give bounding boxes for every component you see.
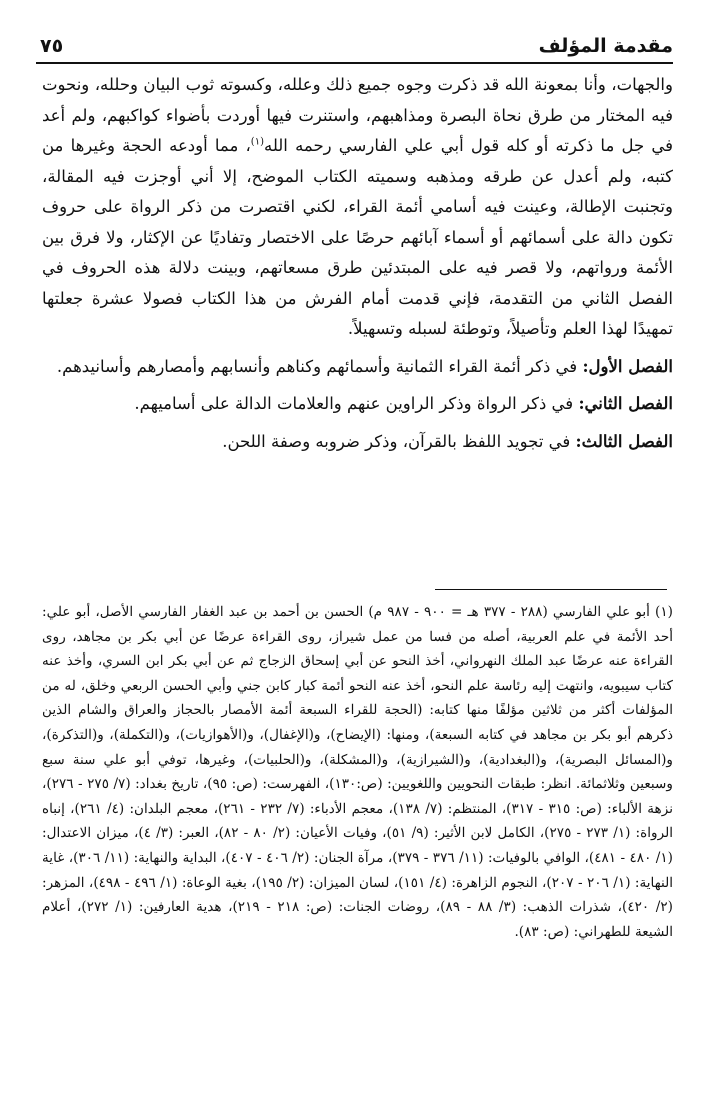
footnote-text: أبو علي الفارسي (٢٨٨ - ٣٧٧ هـ = ٩٠٠ - ٩٨٧ م) الحسن بن أحمد بن عبد الغفار الفارسي الأصل، أبو علي: أحد الأئمة في علم العربية، أصله من فسا من عمل شيراز، روى القراءة عرضًا عن أبي بكر بن مجاهد، روى القراءة عنه عرضًا عبد الملك النهرواني، أخذ النحو عن أبي إسحاق الزجاج ثم عن أبي بكر ابن السري، وأخذ عنه كتاب سيبويه، وانتهت إليه رئاسة علم النحو، أخذ عنه النحو أئمة كبار كابن جني وأبي الحسن الربعي وخلق، له من المؤلفات أكثر من ثلاثين مؤلفًا منها كتابه: (الحجة للقراء السبعة أئمة الأمصار بالحجاز والعراق والشام الذين ذكرهم أبو بكر بن مجاهد في كتابه السبعة)، ومنها: (الإيضاح)، و(الإغفال)، و(الأهوازيات)، و(التكملة)، و(التذكرة)، و(المسائل البصرية)، و(البغدادية)، و(الشيرازية)، و(المشكلة)، و(الحلبيات)، وغيرها، توفي أبو علي سنة سبع وسبعين وثلاثمائة. انظر: طبقات النحويين واللغويين: (ص:١٣٠)، الفهرست: (ص: ٩٥)، تاريخ بغداد: (٧/ ٢٧٥ - ٢٧٦)، نزهة الألباء: (ص: ٣١٥ - ٣١٧)، المنتظم: (٧/ ١٣٨)، معجم الأدباء: (٧/ ٢٣٢ - ٢٦١)، معجم البلدان: (٤/ ٢٦١)، إنباه الرواة: (١/ ٢٧٣ - ٢٧٥)، الكامل لابن الأثير: (٩/ ٥١)، وفيات الأعيان: (٢/ ٨٠ - ٨٢)، العبر: (٣/ ٤)، ميزان الاعتدال: (١/ ٤٨٠ - ٤٨١)، الوافي بالوفيات: (١١/ ٣٧٦ - ٣٧٩)، مرآة الجنان: (٢/ ٤٠٦ - ٤٠٧)، البداية والنهاية: (١١/ ٣٠٦)، غاية النهاية: (١/ ٢٠٦ - ٢٠٧)، النجوم الزاهرة: (٤/ ١٥١)، لسان الميزان: (٢/ ١٩٥)، بغية الوعاة: (١/ ٤٩٦ - ٤٩٨)، المزهر: (٢/ ٤٢٠)، شذرات الذهب: (٣/ ٨٨ - ٨٩)، روضات الجنات: (ص: ٢١٨ - ٢١٩)، هدية العارفين: (١/ ٢٧٢)، أعلام الشيعة للطهراني: (ص: ٨٣).	[42, 604, 674, 940]
chapter-3-label: الفصل الثالث:	[575, 431, 673, 451]
paragraph-text-a: والجهات، وأنا بمعونة الله قد ذكرت وجوه جميع ذلك وعلله، وكسوته ثوب البيان وحلله، ونحوت فيه المختار من طرق نحاة البصرة ومذاهبهم، واستنرت فيها أوردت بأضواء كواكبهم، ولم أعد في جل ما ذكرته أو كله قول أبي علي الفارسي رحمه الله	[42, 75, 673, 155]
footnote-marker: (١)	[250, 136, 264, 148]
chapter-1-text: في ذكر أئمة القراء الثمانية وأسمائهم وكناهم وأنسابهم وأمصارهم وأسانيدهم.	[56, 356, 583, 376]
chapter-1	[42, 352, 673, 383]
footnote-separator	[435, 589, 667, 590]
chapter-2	[42, 389, 673, 420]
chapter-3-text: في تجويد اللفظ بالقرآن، وذكر ضروبه وصفة اللحن.	[222, 431, 576, 451]
footnote-number: (١)	[655, 604, 673, 620]
chapter-2-label: الفصل الثاني:	[578, 394, 673, 413]
footnotes	[42, 600, 673, 944]
page-header	[36, 34, 673, 64]
chapter-1-label: الفصل الأول:	[582, 356, 673, 376]
chapter-2-text: في ذكر الرواة وذكر الراوين عنهم والعلامات الدالة على أساميهم.	[134, 394, 579, 413]
footnote-1	[42, 600, 673, 944]
chapter-3	[42, 427, 673, 458]
main-text	[42, 70, 673, 457]
page-number: ٧٥	[40, 35, 64, 57]
paragraph-text-b: ، مما أودعه الحجة وغيرها من كتبه، ولم أعدل عن طرقه ومذهبه وسميته الكتاب الموضح، إلا أني أوجزت فيه المقالة، وتجنبت الإطالة، وعينت فيه أسامي أئمة القراء، لكني اقتصرت من ذكر الرواة على حروف تكون دالة على أسمائهم أو أسماء آبائهم حرصًا على الاختصار وتفاديًا عن الإكثار، ولا فرق بين الأئمة ورواتهم، ولا قصر فيه على المبتدئين طرق مسعاتهم، وبينت دلالة هذه الحروف في الفصل الثاني من التقدمة، فإني قدمت أمام الفرش من هذا الكتاب فصولا عشرة جعلتها تمهيدًا لهذا العلم وتأصيلاً، وتوطئة لسبله وتسهيلاً.	[42, 136, 673, 338]
intro-paragraph	[42, 70, 673, 345]
running-title: مقدمة المؤلف	[538, 35, 673, 57]
